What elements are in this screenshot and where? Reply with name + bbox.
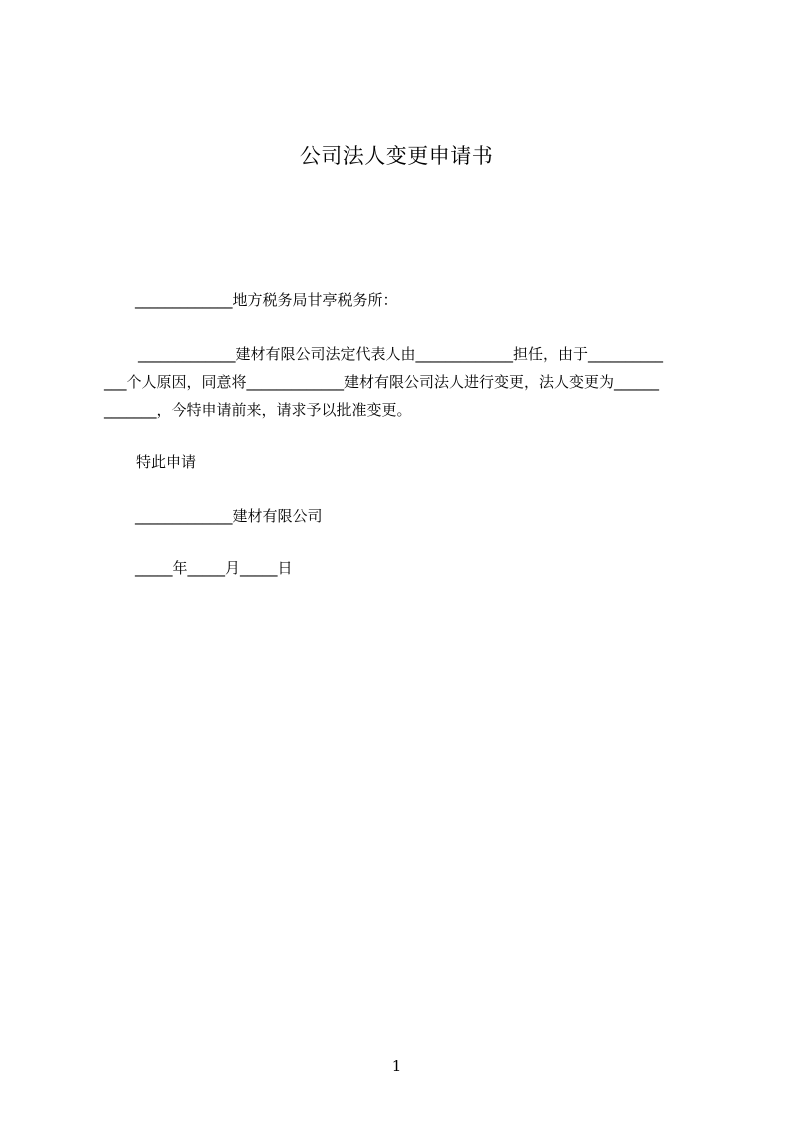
closing-phrase: 特此申请: [136, 453, 197, 471]
company-signature-line: _____________建材有限公司: [135, 507, 323, 525]
body-paragraph-line-1: _____________建材有限公司法定代表人由_____________担任，由于__________: [138, 345, 664, 363]
document-title: 公司法人变更申请书: [299, 144, 494, 168]
page-number: 1: [391, 1057, 402, 1075]
addressee-line: _____________地方税务局甘亭税务所：: [135, 291, 398, 309]
body-paragraph-line-2: ___个人原因，同意将_____________建材有限公司法人进行变更，法人变更为______: [104, 373, 660, 391]
body-paragraph-line-3: _______，今特申请前来，请求予以批准变更。: [104, 401, 412, 419]
date-line: _____年_____月_____日: [135, 559, 293, 577]
